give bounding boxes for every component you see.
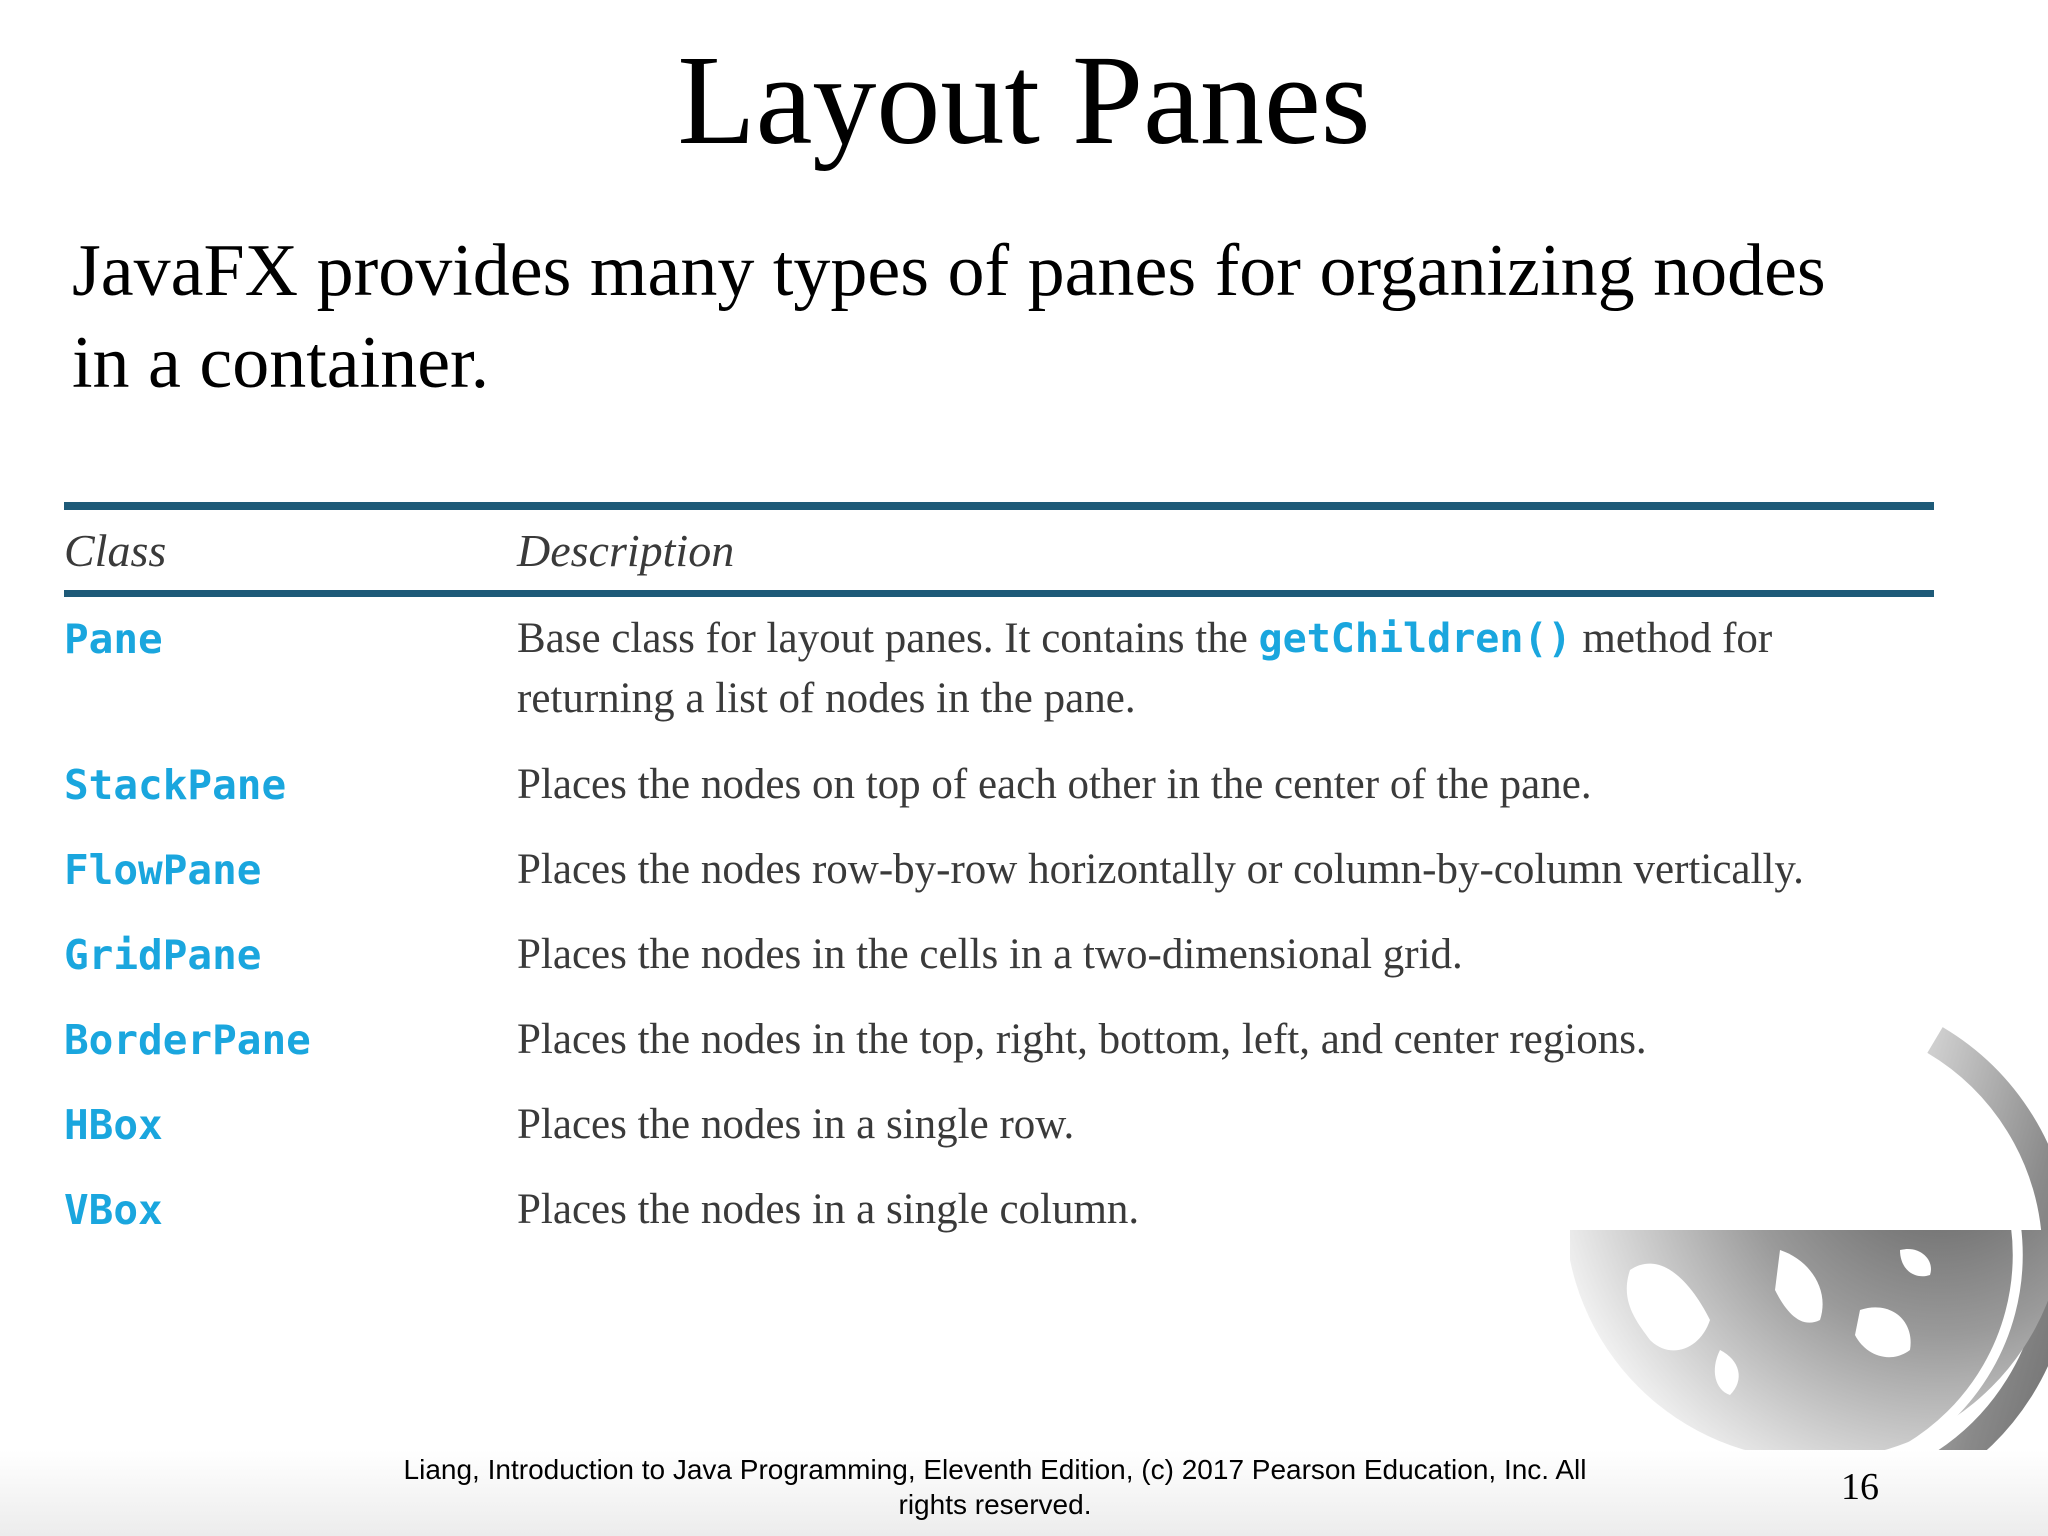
description-vbox: Places the nodes in a single column. bbox=[517, 1186, 1140, 1233]
table-row bbox=[64, 594, 1934, 742]
class-name-flowpane: FlowPane bbox=[64, 846, 262, 894]
class-name-vbox: VBox bbox=[64, 1186, 163, 1234]
description-hbox: Places the nodes in a single row. bbox=[517, 1101, 1075, 1148]
slide-title: Layout Panes bbox=[677, 29, 1371, 171]
table-row bbox=[64, 826, 1934, 911]
header-description: Description bbox=[517, 506, 1934, 594]
description-stackpane: Places the nodes on top of each other in the center of the pane. bbox=[517, 761, 1592, 808]
description-text: method for returning a list of nodes in the pane. bbox=[517, 615, 1773, 722]
class-name-stackpane: StackPane bbox=[64, 761, 287, 809]
description-text: Base class for layout panes. It contains the bbox=[517, 615, 1259, 662]
method-code: getChildren() bbox=[1258, 616, 1572, 662]
class-name-hbox: HBox bbox=[64, 1101, 163, 1149]
description-borderpane: Places the nodes in the top, right, bottom, left, and center regions. bbox=[517, 1016, 1647, 1063]
description-gridpane: Places the nodes in the cells in a two-dimensional grid. bbox=[517, 931, 1463, 978]
description-flowpane: Places the nodes row-by-row horizontally or column-by-column vertically. bbox=[517, 846, 1804, 893]
description-pane bbox=[517, 594, 1934, 742]
class-name-pane: Pane bbox=[64, 615, 163, 663]
class-name-borderpane: BorderPane bbox=[64, 1016, 311, 1064]
page-number: 16 bbox=[1841, 1466, 1879, 1508]
class-name-gridpane: GridPane bbox=[64, 931, 262, 979]
header-class: Class bbox=[64, 506, 517, 594]
footer-copyright: Liang, Introduction to Java Programming, Eleventh Edition, (c) 2017 Pearson Education, Inc. All rights reserved. bbox=[403, 1454, 1587, 1520]
table-row bbox=[64, 741, 1934, 826]
table-row bbox=[64, 911, 1934, 996]
intro-text: JavaFX provides many types of panes for organizing nodes in a container. bbox=[72, 230, 1826, 404]
table-header-row bbox=[64, 506, 1934, 594]
